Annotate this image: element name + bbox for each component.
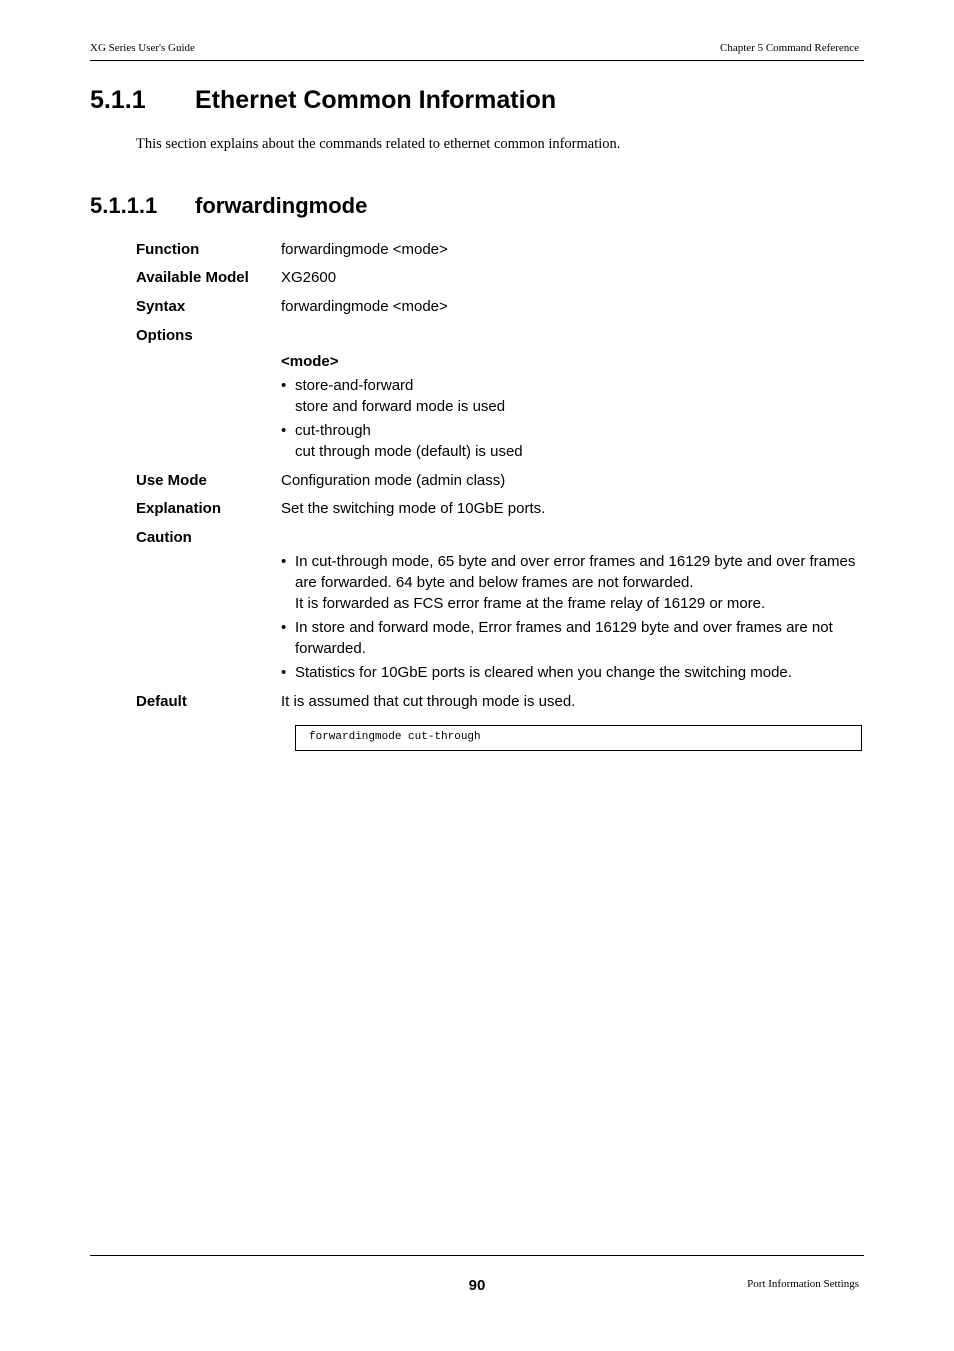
running-header-left: XG Series User's Guide	[90, 42, 195, 54]
available-model-value: XG2600	[281, 269, 337, 286]
bullet-icon: •	[281, 553, 287, 570]
bullet-icon: •	[281, 664, 287, 681]
code-example: forwardingmode cut-through	[309, 731, 481, 743]
section-title: Ethernet Common Information	[195, 86, 557, 114]
option-item-desc: store and forward mode is used	[295, 398, 506, 415]
bullet-icon: •	[281, 422, 287, 439]
page-number: 90	[468, 1277, 486, 1294]
explanation-value: Set the switching mode of 10GbE ports.	[281, 500, 546, 517]
subsection-heading	[90, 193, 367, 219]
section-number: 5.1.1	[90, 86, 146, 114]
running-footer-right: Port Information Settings	[747, 1278, 859, 1290]
default-label: Default	[136, 693, 187, 710]
caution-line: In store and forward mode, Error frames and 16129 byte and over frames are not	[295, 619, 833, 636]
section-intro: This section explains about the commands related to ethernet common information.	[136, 136, 621, 152]
option-item-name: store-and-forward	[295, 377, 414, 394]
explanation-label: Explanation	[136, 500, 222, 517]
caution-item	[281, 617, 866, 659]
caution-item	[281, 551, 866, 614]
section-heading	[90, 86, 556, 115]
header-divider	[90, 60, 864, 61]
option-param-name: <mode>	[281, 353, 339, 370]
caution-line: In cut-through mode, 65 byte and over error frames and 16129 byte and over frames	[295, 553, 856, 570]
syntax-label: Syntax	[136, 298, 186, 315]
running-header-right: Chapter 5 Command Reference	[720, 42, 859, 54]
available-model-label: Available Model	[136, 269, 249, 286]
bullet-icon: •	[281, 619, 287, 636]
default-value: It is assumed that cut through mode is used.	[281, 693, 576, 710]
function-value: forwardingmode <mode>	[281, 241, 448, 258]
subsection-title: forwardingmode	[195, 193, 368, 218]
subsection-number: 5.1.1.1	[90, 193, 158, 218]
caution-line: are forwarded. 64 byte and below frames are not forwarded.	[295, 574, 694, 591]
caution-line: Statistics for 10GbE ports is cleared when you change the switching mode.	[295, 664, 792, 681]
use-mode-label: Use Mode	[136, 472, 207, 489]
option-item	[281, 375, 866, 417]
use-mode-value: Configuration mode (admin class)	[281, 472, 506, 489]
caution-label: Caution	[136, 529, 192, 546]
option-item	[281, 420, 866, 462]
option-item-name: cut-through	[295, 422, 371, 439]
footer-divider	[90, 1255, 864, 1256]
caution-line: forwarded.	[295, 640, 366, 657]
bullet-icon: •	[281, 377, 287, 394]
option-item-desc: cut through mode (default) is used	[295, 443, 523, 460]
caution-line: It is forwarded as FCS error frame at the frame relay of 16129 or more.	[295, 595, 766, 612]
code-example-box	[295, 725, 862, 751]
syntax-value: forwardingmode <mode>	[281, 298, 448, 315]
options-label: Options	[136, 327, 193, 344]
function-label: Function	[136, 241, 200, 258]
caution-item	[281, 662, 866, 683]
